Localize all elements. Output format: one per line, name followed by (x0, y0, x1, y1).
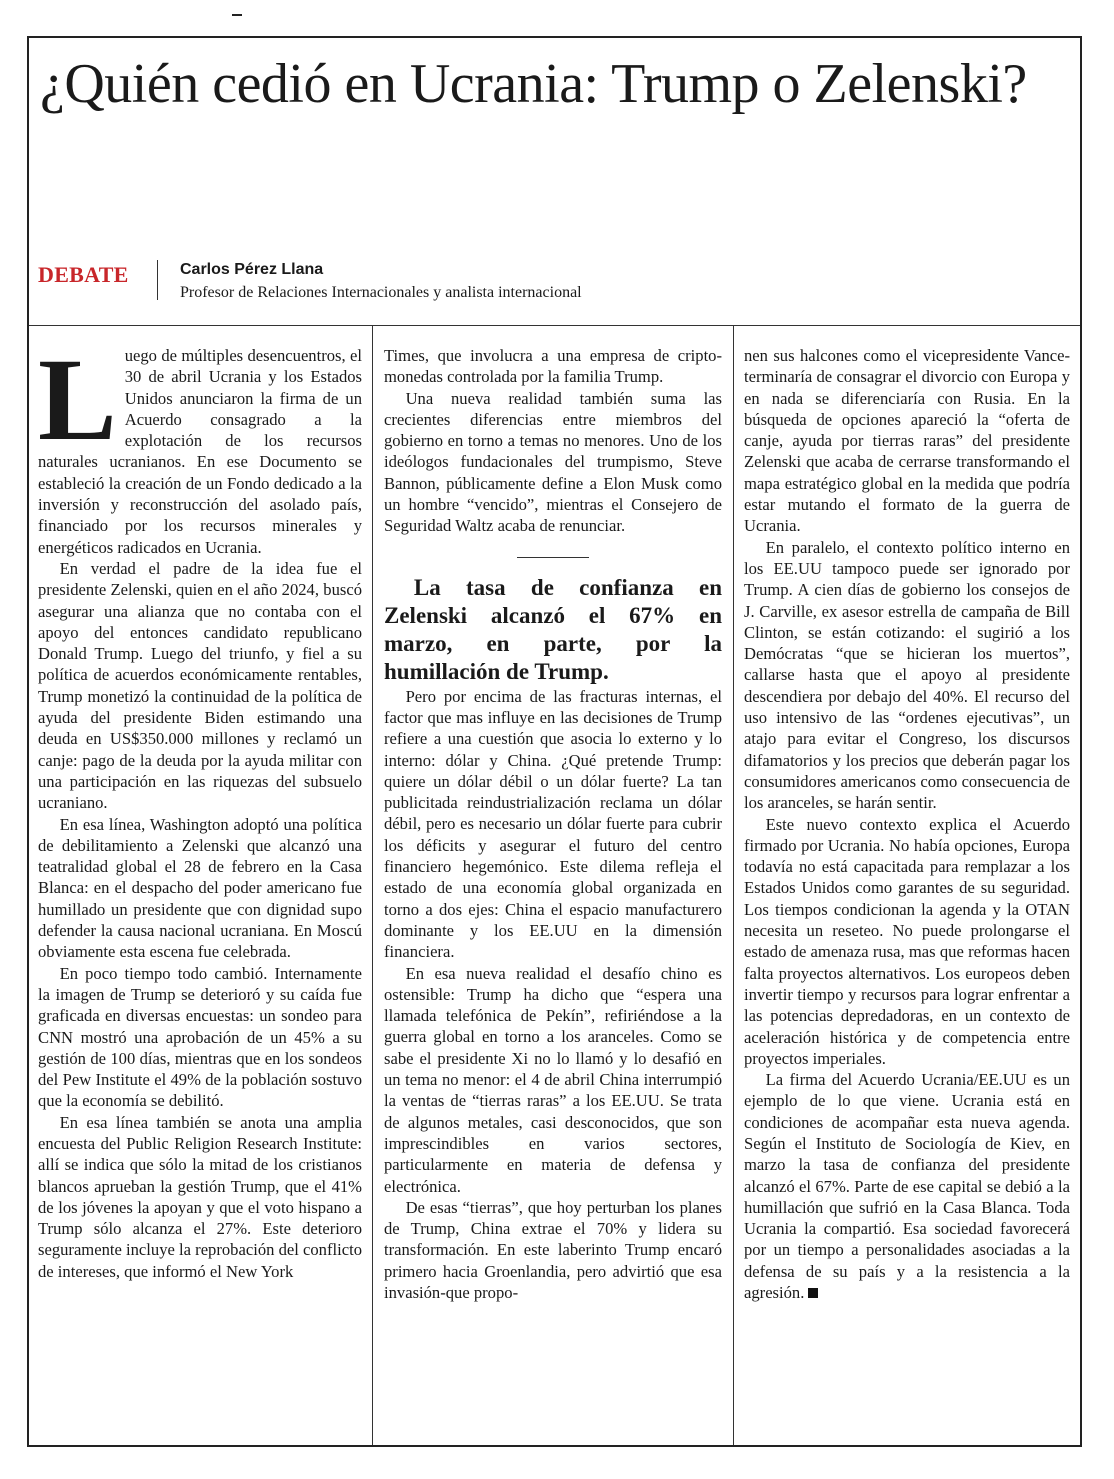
column-divider-1 (372, 325, 373, 1445)
section-tag: DEBATE (38, 262, 129, 287)
column-1 (38, 334, 362, 1282)
author-name: Carlos Pérez Llana (180, 261, 324, 278)
page-top-mark (232, 14, 242, 16)
column-3 (744, 345, 1070, 1303)
headline: ¿Quién cedió en Ucrania: Trump o Zelenski? (40, 53, 1027, 115)
pull-quote-rule (517, 557, 589, 558)
paragraph: Una nueva realidad también suma las crecientes diferencias entre miembros del gobierno en torno a temas no menores. Uno de los ideólogos fundacionales del trumpismo, Steve Bannon, públicamente define a Elon Musk como un hombre “vencido”, mientras el Consejero de Seguridad Waltz acaba de renunciar. (384, 388, 722, 536)
drop-cap: L (38, 334, 117, 465)
paragraph: Luego de múltiples desencuentros, el 30 de abril Ucrania y los Estados Unidos anunciaron la firma de un Acuerdo consagrado a la explotación de los recursos naturales ucranianos. En ese Documento se estableció la creación de un Fondo dedicado a la inversión y reconstrucción del asolado país, financiado por los recursos minerales y energéticos radicados en Ucrania. (38, 334, 362, 557)
author-role: Profesor de Relaciones Internacionales y analista internacional (180, 284, 582, 301)
tag-divider (157, 260, 158, 300)
header-rule (29, 325, 1080, 326)
column-2 (384, 345, 722, 1303)
paragraph: En esa línea, Washington adoptó una política de debilitamiento a Zelenski que alcanzó una teatralidad global el 28 de febrero en la Casa Blanca: en el despacho del poder americano fue humillado un presidente que con dignidad supo defender la causa nacional ucraniana. En Moscú obviamente esta escena fue celebrada. (38, 814, 362, 962)
paragraph: Times, que involucra a una empresa de cripto-monedas controlada por la familia Trump. (384, 346, 722, 387)
paragraph: Este nuevo contexto explica el Acuerdo firmado por Ucrania. No había opciones, Europa todavía no está capacitada para remplazar a los Estados Unidos como garantes de su seguridad. Los tiempos condicionan la agenda y la OTAN necesita un reseteo. No puede prolongarse el estado de amenaza rusa, mas que reformas hacen falta proyectos alternativos. Los europeos deben invertir tiempo y recursos para lograr enfrentar a las potencias depredadoras, en un contexto de aceleración histórica y de competencia entre proyectos imperiales. (744, 814, 1070, 1068)
paragraph: nen sus halcones como el vicepresidente Vance- terminaría de consagrar el divorcio con Europa y en nada se diferenciaría con Rusia. En la búsqueda de opciones apareció la “oferta de canje, ayuda por tierras raras” del presidente Zelenski que acaba de cerrarse transformando el mapa estratégico global en la medida que podría estar mutando el formato de la guerra de Ucrania. (744, 346, 1070, 536)
paragraph: De esas “tierras”, que hoy perturban los planes de Trump, China extrae el 70% y lidera su transformación. En este laberinto Trump encaró primero hacia Groenlandia, pero advirtió que esa invasión-que propo- (384, 1197, 722, 1302)
paragraph: En paralelo, el contexto político interno en los EE.UU tampoco puede ser ignorado por Trump. A cien días de gobierno los consejos de J. Carville, ex asesor estrella de campaña de Bill Clinton, se están cotizando: el sugirió a los Demócratas “que se hicieran los muertos”, callarse hasta que el apoyo al presidente descendiera por debajo del 40%. El recurso del uso intensivo de las “ordenes ejecutivas”, un atajo para evitar el Congreso, los discursos difamatorios y los precios que deberán pagar los consumidores americanos como consecuencia de los aranceles, se harán sentir. (744, 537, 1070, 813)
end-of-article-mark (808, 1288, 818, 1298)
column-divider-2 (733, 325, 734, 1445)
paragraph (744, 1069, 1070, 1303)
paragraph: En verdad el padre de la idea fue el presidente Zelenski, quien en el año 2024, buscó asegurar una alianza que no contaba con el apoyo del entonces candidato republicano Donald Trump. Luego del triunfo, y fiel a su política de acuerdos económicamente rentables, Trump monetizó la continuidad de la política de ayuda del presidente Biden estimando una deuda en US$350.000 millones y reclamó un canje: pago de la deuda por la ayuda militar con una participación en las riquezas del subsuelo ucraniano. (38, 558, 362, 813)
paragraph: En poco tiempo todo cambió. Internamente la imagen de Trump se deterioró y su caída fue graficada en diversas encuestas: un sondeo para CNN mostró una aprobación de un 45% a su gestión de 100 días, mientras que en los sondeos del Pew Institute el 49% de la población sostuvo que la economía se debilitó. (38, 963, 362, 1111)
paragraph: En esa línea también se anota una amplia encuesta del Public Religion Research Institute: allí se indica que sólo la mitad de los cristianos blancos aprueban la gestión Trump, que el 41% de los jóvenes la apoyan y que el voto hispano a Trump sólo alcanza el 27%. Este deterioro seguramente incluye la reprobación del conflicto de intereses, que informó el New York (38, 1112, 362, 1281)
pull-quote: La tasa de confianza en Zelenski alcanzó el 67% en marzo, en parte, por la humillación de Trump. (384, 574, 722, 684)
paragraph: En esa nueva realidad el desafío chino es ostensible: Trump ha dicho que “espera una llamada telefónica de Pekín”, refiriéndose a la guerra global en torno a los aranceles. Como se sabe el presidente Xi no lo llamó y lo desafió en un tema no menor: el 4 de abril China interrumpió la ventas de “tierras raras” a los EE.UU. Se trata de algunos metales, casi desconocidos, que son imprescindibles en varios sectores, particularmente en materia de defensa y electrónica. (384, 963, 722, 1196)
paragraph: Pero por encima de las fracturas internas, el factor que mas influye en las decisiones de Trump refiere a una cuestión que asocia lo externo y lo interno: dólar y China. ¿Qué pretende Trump: quiere un dólar débil o un dólar fuerte? La tan publicitada reindustrialización reclama un dólar débil, pero es necesario un dólar fuerte para cubrir los déficits y asegurar el futuro del centro financiero hegemónico. Este dilema refleja el estado de una economía global organizada en torno a dos ejes: China el espacio manufacturero dominante y los EE.UU en la dimensión financiera. (384, 686, 722, 962)
paragraph-text: La firma del Acuerdo Ucrania/EE.UU es un ejemplo de lo que viene. Ucrania está en condiciones de acompañar esta nueva agenda. Según el Instituto de Sociología de Kiev, en marzo la tasa de confianza del presidente alcanzó el 67%. Parte de ese capital se debió a la humillación que sufrió en la Casa Blanca. Toda Ucrania la compartió. Esa sociedad favorecerá por un tiempo a personalidades asociadas a la defensa de su país y a la resistencia a la agresión. (744, 1070, 1070, 1303)
